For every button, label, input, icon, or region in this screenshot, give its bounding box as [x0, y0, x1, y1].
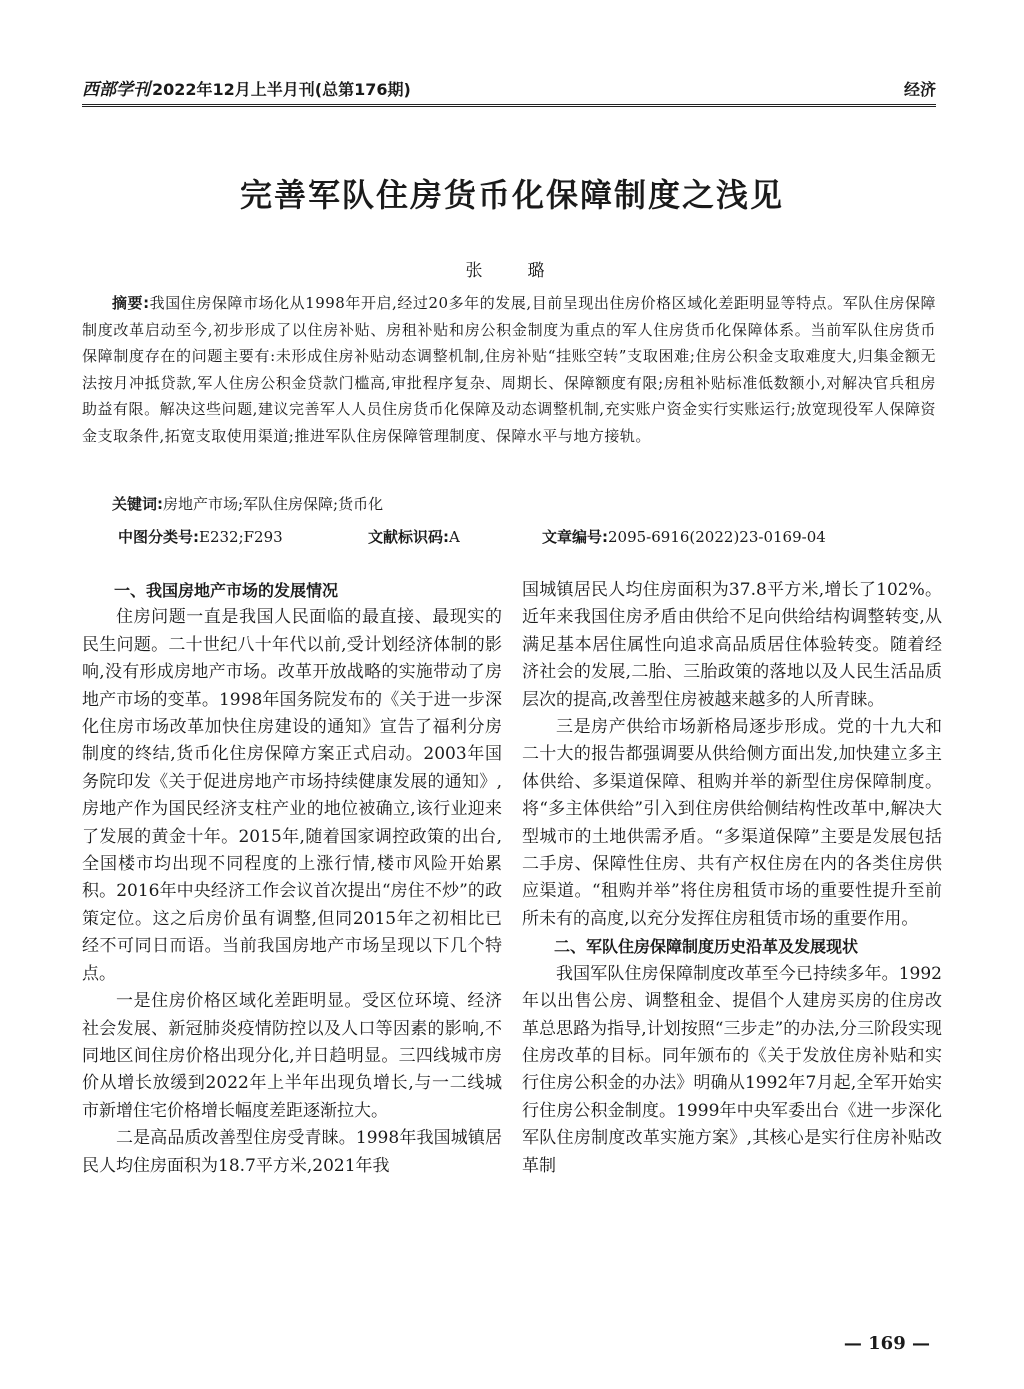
article-value: 2095-6916(2022)23-0169-04: [608, 528, 826, 546]
classification-line: [118, 524, 918, 550]
doc-label: 文献标识码:: [368, 528, 449, 546]
left-column: [82, 577, 502, 1180]
header-left: [82, 75, 411, 100]
abstract: [82, 290, 936, 450]
keywords: [82, 491, 936, 517]
paragraph-3: 二是高品质改善型住房受青睐。1998年我国城镇居民人均住房面积为18.7平方米,2021年我: [82, 1128, 502, 1176]
paragraph-5: 我国军队住房保障制度改革至今已持续多年。1992年以出售公房、调整租金、提倡个人建房买房的住房改革总思路为指导,计划按照“三步走”的办法,分三阶段实现住房改革的目标。同年颁布的《关于发放住房补贴和实行住房公积金的办法》明确从1992年7月起,全军开始实行住房公积金制度。1999年中央军委出台《进一步深化军队住房制度改革实施方案》,其核心是实行住房补贴改革制: [522, 963, 942, 1176]
right-column: [522, 577, 942, 1180]
journal-name: 西部学刊: [82, 80, 150, 100]
keywords-text: 房地产市场;军队住房保障;货币化: [163, 495, 384, 513]
paragraph-1: 住房问题一直是我国人民面临的最直接、最现实的民生问题。二十世纪八十年代以前,受计划经济体制的影响,没有形成房地产市场。改革开放战略的实施带动了房地产市场的变革。1998年国务院发布的《关于进一步深化住房市场改革加快住房建设的通知》宣告了福利分房制度的终结,货币化住房保障方案正式启动。2003年国务院印发《关于促进房地产市场持续健康发展的通知》,房地产作为国民经济支柱产业的地位被确立,该行业迎来了发展的黄金十年。2015年,随着国家调控政策的出台,全国楼市均出现不同程度的上涨行情,楼市风险开始累积。2016年中央经济工作会议首次提出“房住不炒”的政策定位。这之后房价虽有调整,但同2015年之初相比已经不可同日而语。当前我国房地产市场呈现以下几个特点。: [82, 607, 502, 984]
article-title: 完善军队住房货币化保障制度之浅见: [239, 176, 784, 214]
paragraph-3-continued: 国城镇居民人均住房面积为37.8平方米,增长了102%。近年来我国住房矛盾由供给不足向供给结构调整转变,从满足基本居住属性向追求高品质居住体验转变。随着经济社会的发展,二胎、三胎政策的落地以及人民生活品质层次的提高,改善型住房被越来越多的人所青睐。: [522, 580, 942, 710]
article-label: 文章编号:: [542, 528, 608, 546]
clc-number: [118, 524, 283, 550]
doc-value: A: [449, 528, 460, 546]
clc-value: E232;F293: [199, 528, 283, 546]
abstract-label: 摘要:: [112, 294, 150, 312]
author-name: 张 璐: [465, 261, 559, 281]
article-number: [542, 524, 826, 550]
abstract-text: 我国住房保障市场化从1998年开启,经过20多年的发展,目前呈现出住房价格区域化差距明显等特点。军队住房保障制度改革启动至今,初步形成了以住房补贴、房租补贴和房公积金制度为重点的军人住房货币化保障体系。当前军队住房货币保障制度存在的问题主要有:未形成住房补贴动态调整机制,住房补贴“挂账空转”支取困难;住房公积金支取难度大,归集金额无法按月冲抵贷款,军人住房公积金贷款门槛高,审批程序复杂、周期长、保障额度有限;房租补贴标准低数额小,对解决官兵租房助益有限。解决这些问题,建议完善军人人员住房货币化保障及动态调整机制,充实账户资金实行实账运行;放宽现役军人保障资金支取条件,拓宽支取使用渠道;推进军队住房保障管理制度、保障水平与地方接轨。: [82, 294, 936, 445]
running-header: [82, 72, 936, 107]
section-heading-2: 二、军队住房保障制度历史沿革及发展现状: [554, 937, 859, 957]
issue-info: 2022年12月上半月刊(总第176期): [152, 80, 411, 99]
keywords-label: 关键词:: [112, 495, 163, 513]
section-heading-1: 一、我国房地产市场的发展情况: [114, 581, 339, 600]
document-code: [368, 524, 460, 550]
paragraph-4: 三是房产供给市场新格局逐步形成。党的十九大和二十大的报告都强调要从供给侧方面出发,加快建立多主体供给、多渠道保障、租购并举的新型住房保障制度。将“多主体供给”引入到住房供给侧结构性改革中,解决大型城市的土地供需矛盾。“多渠道保障”主要是发展包括二手房、保障性住房、共有产权住房在内的各类住房供应渠道。“租购并举”将住房租赁市场的重要性提升至前所未有的高度,以充分发挥住房租赁市场的重要作用。: [522, 717, 942, 929]
paragraph-2: 一是住房价格区域化差距明显。受区位环境、经济社会发展、新冠肺炎疫情防控以及人口等因素的影响,不同地区间住房价格出现分化,并日趋明显。三四线城市房价从增长放缓到2022年上半年出现负增长,与一二线城市新增住宅价格增长幅度差距逐渐拉大。: [82, 991, 502, 1121]
page-number: — 169 —: [843, 1333, 930, 1354]
clc-label: 中图分类号:: [118, 528, 199, 546]
section-name: 经济: [903, 80, 936, 99]
